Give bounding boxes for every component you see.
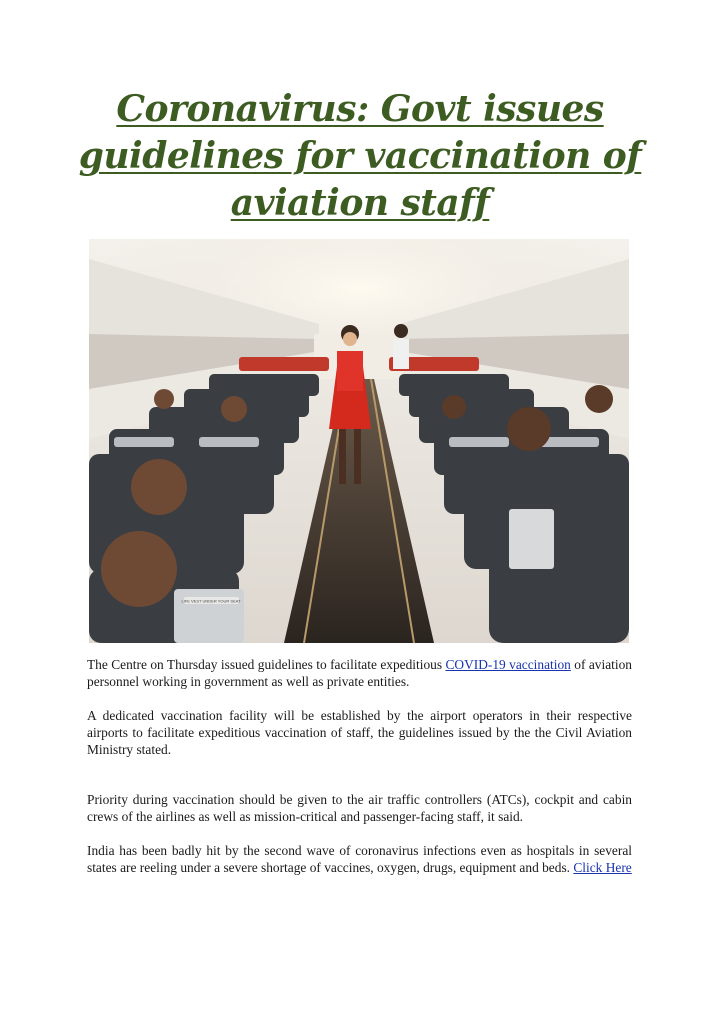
article-title: Coronavirus: Govt issues guidelines for vaccination of aviation staff xyxy=(78,88,642,224)
seatback-label: LIFE VEST UNDER YOUR SEAT xyxy=(181,598,241,604)
paragraph-2: A dedicated vaccination facility will be established by the airport operators in their respective airports to facilitate expeditious vaccination of staff, the guidelines issued by the the Civil Aviation Ministry stated. xyxy=(87,708,632,757)
paragraph-4-text: India has been badly hit by the second wave of coronavirus infections even as hospitals in several states are reeling under a severe shortage of vaccines, oxygen, drugs, equipment and beds. xyxy=(87,843,632,875)
click-here-link[interactable]: Click Here xyxy=(573,860,632,875)
article-body xyxy=(87,656,632,876)
paragraph-3: Priority during vaccination should be given to the air traffic controllers (ATCs), cockpit and cabin crews of the airlines as well as mission-critical and passenger-facing staff, it said. xyxy=(87,792,632,824)
paragraph-1 xyxy=(87,656,632,690)
covid-vaccination-link[interactable]: COVID-19 vaccination xyxy=(445,657,571,672)
paragraph-1-text-after: of aviation personnel working in government as well as private entities. xyxy=(87,657,632,689)
paragraph-4 xyxy=(87,842,632,876)
paragraph-1-text-before: The Centre on Thursday issued guidelines to facilitate expeditious xyxy=(87,657,446,672)
aircraft-cabin-photo xyxy=(89,239,629,643)
